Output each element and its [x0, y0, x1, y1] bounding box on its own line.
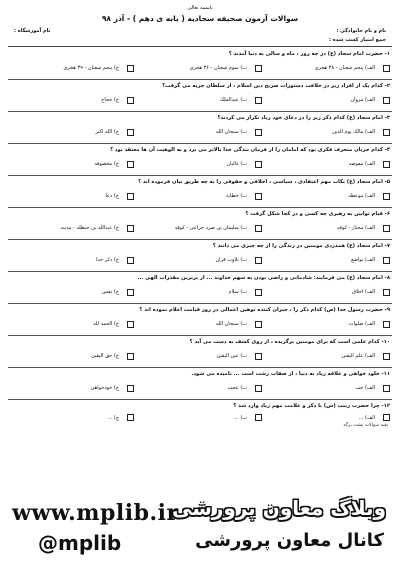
- option-label: ب) سلام: [228, 289, 247, 295]
- option[interactable]: [136, 289, 264, 296]
- checkbox[interactable]: [255, 97, 262, 104]
- option[interactable]: [264, 193, 392, 200]
- option[interactable]: [8, 385, 136, 392]
- option[interactable]: [8, 129, 136, 136]
- checkbox[interactable]: [255, 289, 262, 296]
- option[interactable]: [264, 385, 392, 392]
- exam-title: سوالات آزمون صحیفه سجادیه ( بابه ی دهم ) - آذر ۹۸: [101, 14, 299, 23]
- checkbox[interactable]: [127, 161, 134, 168]
- question-text: ۳- امام سجاد (ع) کدام ذکر زیر را در دعای خود زیاد تکرار می کردند؟: [217, 115, 390, 121]
- option-label: الف) مروان: [350, 97, 375, 103]
- option[interactable]: [264, 321, 392, 328]
- question-text: ۱۲- چرا حضرت زینب (س) با ذکر و علامت مهم زیاد وارد شد ؟: [233, 403, 390, 409]
- option-label: الف) اخلاق: [352, 289, 375, 295]
- option[interactable]: [136, 65, 264, 72]
- option[interactable]: [8, 414, 136, 421]
- school-label: نام آموزشگاه :: [14, 28, 51, 34]
- option-label: ج) محصوفه: [94, 161, 119, 167]
- checkbox[interactable]: [127, 321, 134, 328]
- score-label: جمع امتیاز کسب شده :: [328, 37, 386, 43]
- option[interactable]: [264, 129, 392, 136]
- option-label: ج) حق الیقین: [91, 353, 119, 359]
- option[interactable]: [8, 65, 136, 72]
- checkbox[interactable]: [383, 414, 390, 421]
- option[interactable]: [8, 193, 136, 200]
- option[interactable]: [8, 257, 136, 264]
- option-label: ج) الحمد لله: [93, 321, 119, 327]
- option-label: الف) مفوضه: [348, 161, 375, 167]
- watermark-url: www.mplib.ir: [12, 500, 179, 526]
- option-label: ب) سبحان الله: [215, 129, 247, 135]
- option[interactable]: [136, 225, 264, 232]
- checkbox[interactable]: [127, 65, 134, 72]
- option-label: الف) مختار - کوفه: [337, 225, 375, 231]
- checkbox[interactable]: [383, 385, 390, 392]
- option[interactable]: [136, 161, 264, 168]
- header-divider: [8, 46, 392, 47]
- checkbox[interactable]: [255, 225, 262, 232]
- option-row: [8, 221, 392, 235]
- option-label: ب) غالیان: [226, 161, 247, 167]
- checkbox[interactable]: [127, 353, 134, 360]
- option[interactable]: [264, 257, 392, 264]
- option-label: ج) خودخواهی: [90, 385, 119, 391]
- option-label: الف) حب: [355, 385, 375, 391]
- option[interactable]: [136, 97, 264, 104]
- option-label: ب) سلیمان بن صرد خزاعی - کوفه: [174, 225, 247, 231]
- checkbox[interactable]: [255, 257, 262, 264]
- option-label: ب) سوم شعبان - ۳۶ هجری: [189, 65, 247, 71]
- option-row: [8, 381, 392, 395]
- question-text: ۷- امام سجاد (ع) همدردی مومنین در زندگی را از چه چیزی می دانند ؟: [212, 243, 390, 249]
- question-list: [8, 48, 392, 422]
- option-label: ج) ...: [107, 414, 119, 421]
- checkbox[interactable]: [383, 225, 390, 232]
- question-item: [8, 112, 392, 144]
- checkbox[interactable]: [127, 225, 134, 232]
- checkbox[interactable]: [383, 289, 390, 296]
- option-row: [8, 253, 392, 267]
- option[interactable]: [8, 353, 136, 360]
- option-label: الف) موعظه: [348, 193, 375, 199]
- checkbox[interactable]: [255, 161, 262, 168]
- option[interactable]: [264, 353, 392, 360]
- question-text: ۹- حضرت رسول خدا (ص) کدام ذکر را ، جبران کننده توهین اعمالی در روز قیامت اعلام نموده اند ؟: [139, 307, 390, 313]
- question-item: [8, 400, 392, 422]
- exam-sheet: [8, 4, 392, 494]
- option[interactable]: [8, 289, 136, 296]
- option-label: الف) علم الیقین: [341, 353, 375, 359]
- option-row: [8, 157, 392, 171]
- option-label: ج) پنجم شعبان - ۳۹ هجری: [63, 65, 119, 71]
- checkbox[interactable]: [255, 65, 262, 72]
- option-row: [8, 413, 392, 422]
- option-label: الف) صلوات: [348, 321, 375, 327]
- checkbox[interactable]: [127, 193, 134, 200]
- option-label: ج) نفس: [101, 289, 119, 295]
- question-text: ۲- کدام یک از افراد زیر در خلافت دستورات صریح دین اسلام ، از سلطان جزیه می گرفت؟: [162, 83, 390, 89]
- checkbox[interactable]: [383, 97, 390, 104]
- option-label: ج) دعا: [105, 193, 119, 199]
- checkbox[interactable]: [255, 321, 262, 328]
- option-row: [8, 317, 392, 331]
- option[interactable]: [136, 353, 264, 360]
- option-label: ج) الله اکبر: [95, 129, 119, 135]
- question-item: [8, 208, 392, 240]
- checkbox[interactable]: [383, 257, 390, 264]
- question-text: ۱- حضرت امام سجاد (ع) در چه روز ، ماه و سالی به دنیا آمدند ؟: [228, 51, 390, 57]
- option-label: الف) تواضع: [351, 257, 375, 263]
- question-item: [8, 48, 392, 80]
- question-item: [8, 336, 392, 368]
- option-label: ج) حجاج: [101, 97, 119, 103]
- option-row: [8, 349, 392, 363]
- option[interactable]: [264, 97, 392, 104]
- name-label: نام و نام خانوادگی :: [336, 28, 386, 34]
- option[interactable]: [136, 129, 264, 136]
- checkbox[interactable]: [383, 129, 390, 136]
- option-label: ب) خطابه: [225, 193, 247, 199]
- option-row: [8, 93, 392, 107]
- option[interactable]: [136, 414, 264, 421]
- option-row: [8, 189, 392, 203]
- option-row: [8, 125, 392, 139]
- option-label: ج) ذکر خدا: [96, 257, 119, 263]
- option[interactable]: [8, 321, 136, 328]
- option-label: الف) مالک یوم الدین: [332, 129, 375, 135]
- question-text: ۱۱- خلود خواهی و علاقه زیاد به دنیا ، از صفات زشت است ... نامیده می شود.: [191, 371, 390, 377]
- question-item: [8, 144, 392, 176]
- option[interactable]: [8, 97, 136, 104]
- question-item: [8, 80, 392, 112]
- checkbox[interactable]: [255, 129, 262, 136]
- option[interactable]: [136, 257, 264, 264]
- option[interactable]: [136, 321, 264, 328]
- option[interactable]: [264, 65, 392, 72]
- checkbox[interactable]: [127, 129, 134, 136]
- question-item: [8, 240, 392, 272]
- option[interactable]: [8, 225, 136, 232]
- checkbox[interactable]: [383, 161, 390, 168]
- option[interactable]: [264, 289, 392, 296]
- option[interactable]: [8, 161, 136, 168]
- watermark-blog: وبلاگ معاون پرورشی: [171, 496, 386, 520]
- checkbox[interactable]: [127, 385, 134, 392]
- option[interactable]: [264, 414, 392, 421]
- checkbox[interactable]: [255, 193, 262, 200]
- student-info-row: [8, 26, 392, 36]
- checkbox[interactable]: [127, 414, 134, 421]
- option-row: [8, 61, 392, 75]
- question-text: ۴- کدام جریان منحرف فکری بود که امامان را از فرمان بندگی خدا بالاتر می برد و به الوهیت آن ها معتقد بود ؟: [110, 147, 390, 153]
- watermark-channel: کانال معاون پرورشی: [195, 530, 384, 551]
- option-label: الف) ...: [358, 414, 375, 421]
- question-text: ۸- امام سجاد (ع) می فرمایند: شادمانی و راضی بودن به سهم خداوند ... از برترین مقدرات الهی ...: [137, 275, 390, 281]
- option-label: ب) سبحان الله: [215, 321, 247, 327]
- question-text: ۶- قیام توابین به رهبری چه کسی و در کجا شکل گرفت ؟: [245, 211, 390, 217]
- question-item: [8, 176, 392, 208]
- option-label: ب) عبدالملک: [219, 97, 247, 103]
- checkbox[interactable]: [255, 353, 262, 360]
- checkbox[interactable]: [383, 353, 390, 360]
- checkbox[interactable]: [383, 65, 390, 72]
- option-row: [8, 285, 392, 299]
- checkbox[interactable]: [255, 414, 262, 421]
- option-label: ج) عبدالله بن حنظله - مدینه: [60, 225, 119, 231]
- checkbox[interactable]: [383, 321, 390, 328]
- option-label: ب) تلاوت قرآن: [215, 257, 247, 263]
- watermark-handle: @mplib: [38, 531, 122, 555]
- option-label: ب) ...: [233, 414, 247, 421]
- checkbox[interactable]: [127, 257, 134, 264]
- question-item: [8, 368, 392, 400]
- question-item: [8, 304, 392, 336]
- question-item: [8, 272, 392, 304]
- checkbox[interactable]: [383, 193, 390, 200]
- option-label: ب) عجب: [227, 385, 247, 391]
- question-text: ۱۰- کدام علمی است که برای مومنین برگزیده ، از روی کشف به دست می آید ؟: [189, 339, 390, 345]
- continued-note: بقیه سوالات پشت برگه: [343, 423, 388, 428]
- question-text: ۵- امام سجاد (ع) نکات مهم اعتقادی ، سیاسی ، اخلاقی و حقوقی را به چه طریق بیان فرموده اند ؟: [138, 179, 390, 185]
- checkbox[interactable]: [127, 97, 134, 104]
- option[interactable]: [264, 225, 392, 232]
- option[interactable]: [264, 161, 392, 168]
- checkbox[interactable]: [127, 289, 134, 296]
- option-label: الف) پنجم شعبان - ۳۸ هجری: [314, 65, 375, 71]
- option[interactable]: [136, 193, 264, 200]
- checkbox[interactable]: [255, 385, 262, 392]
- option[interactable]: [136, 385, 264, 392]
- basmala: باسمه تعالی: [187, 5, 213, 11]
- option-label: ب) عین الیقین: [216, 353, 247, 359]
